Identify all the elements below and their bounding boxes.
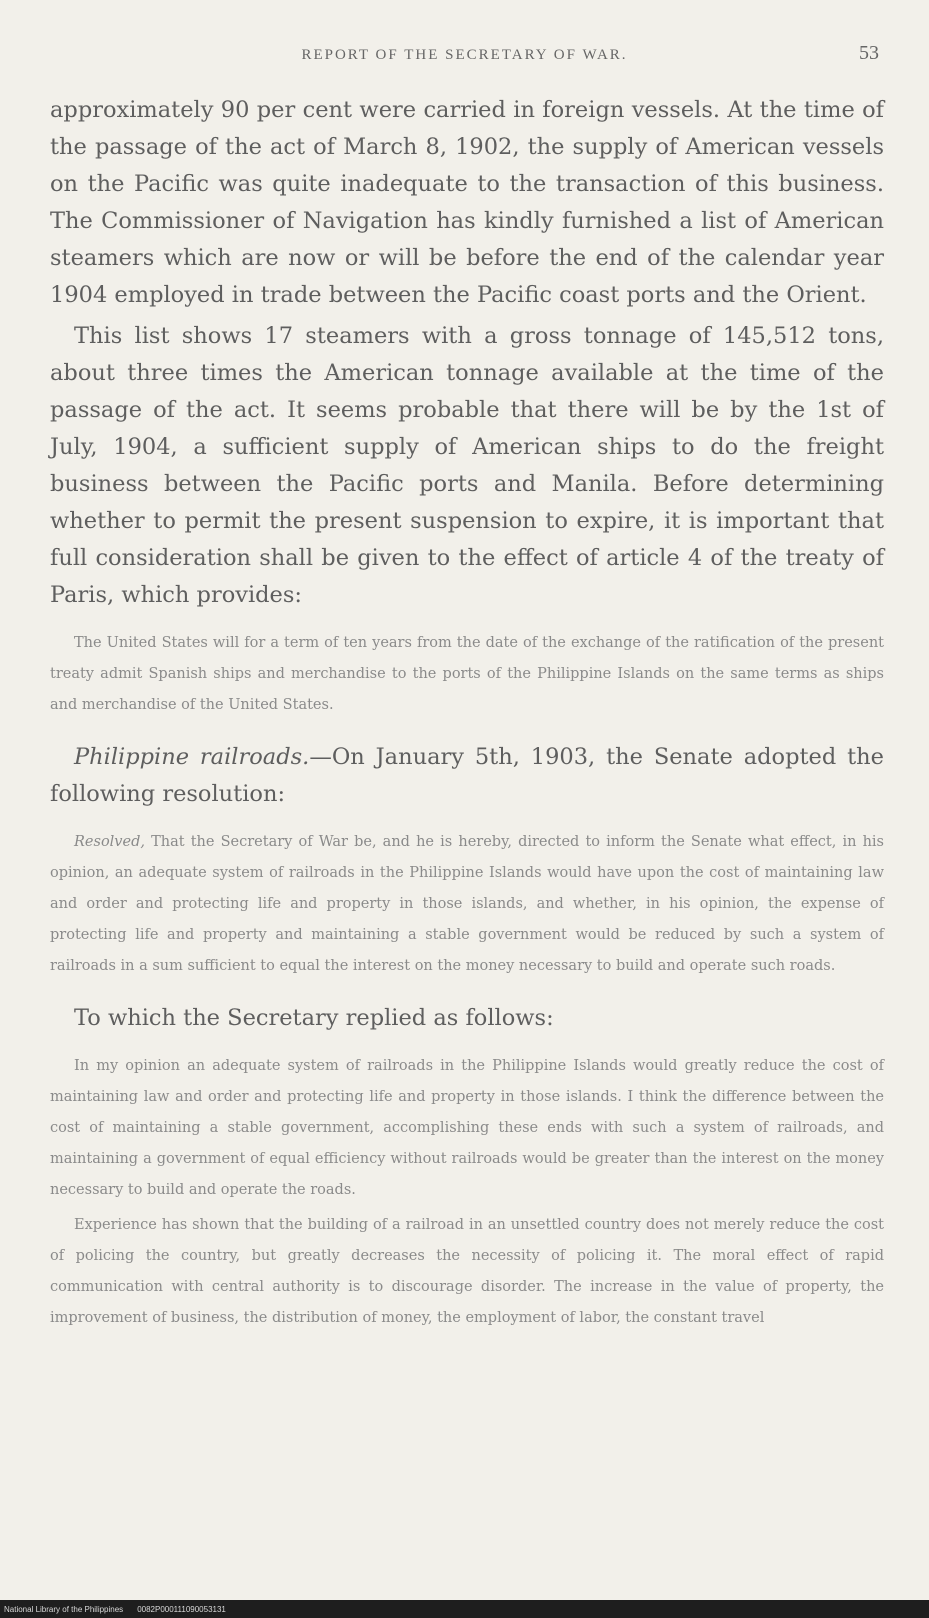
paragraph-secretary-reply: To which the Secretary replied as follows: — [74, 1005, 554, 1031]
paragraph-philippine-railroads — [50, 739, 884, 813]
footer-library: National Library of the Philippines — [4, 1604, 124, 1614]
quote-reply-experience: Experience has shown that the building of a railroad in an unsettled country does not merely reduce the cost of policing the country, but greatly decreases the necessity of policing it. The moral effect of rapid communication with central authority is to discourage disorder. The increase in the value of property, the improvement of business, the distribution of money, the employment of labor, the constant travel — [50, 1217, 884, 1326]
quote-reply-opinion: In my opinion an adequate system of railroads in the Philippine Islands would greatly reduce the cost of maintaining law and order and protecting life and property in those islands. I think the difference between the cost of maintaining a stable government, accomplishing these ends with such a system of railroads, and maintaining a government of equal efficiency without railroads would be greater than the interest on the money necessary to build and operate the roads. — [50, 1058, 884, 1198]
page-header — [50, 40, 879, 70]
resolved-label: Resolved, — [74, 834, 145, 850]
quote-treaty-article: The United States will for a term of ten years from the date of the exchange of the ratification of the present treaty admit Spanish ships and merchandise to the ports of the Philippine Islands on the same terms as ships and merchandise of the United States. — [50, 635, 884, 713]
section-heading-railroads: Philippine railroads. — [74, 744, 310, 770]
paragraph-continued: approximately 90 per cent were carried in foreign vessels. At the time of the passage of the act of March 8, 1902, the supply of American vessels on the Pacific was quite inadequate to the transaction of this business. The Commissioner of Navigation has kindly furnished a list of American steamers which are now or will be before the end of the calendar year 1904 employed in trade between the Pacific coast ports and the Orient. — [50, 97, 884, 308]
paragraph-railroads-text: —On January 5th, 1903, the Senate adopted the following resolution: — [50, 744, 884, 807]
running-head: REPORT OF THE SECRETARY OF WAR. — [301, 46, 628, 63]
paragraph-steamers-list: This list shows 17 steamers with a gross tonnage of 145,512 tons, about three times the American tonnage available at the time of the passage of the act. It seems probable that there will be by the 1st of July, 1904, a sufficient supply of American ships to do the freight business between the Pacific ports and Manila. Before determining whether to permit the present suspension to expire, it is important that full consideration shall be given to the effect of article 4 of the treaty of Paris, which provides: — [50, 323, 884, 608]
resolution-text: That the Secretary of War be, and he is hereby, directed to inform the Senate what effect, in his opinion, an adequate system of railroads in the Philippine Islands would have upon the cost of maintaining law and order and protecting life and property in those islands, and whether, in his opinion, the expense of protecting life and property and maintaining a stable government would be reduced by such a system of railroads in a sum sufficient to equal the interest on the money necessary to build and operate such roads. — [50, 834, 884, 974]
quote-senate-resolution — [50, 827, 884, 982]
scan-footer — [0, 1600, 929, 1618]
footer-code: 0082P000111090053131 — [137, 1604, 226, 1614]
page-number: 53 — [859, 42, 879, 64]
body-text — [50, 92, 884, 1334]
